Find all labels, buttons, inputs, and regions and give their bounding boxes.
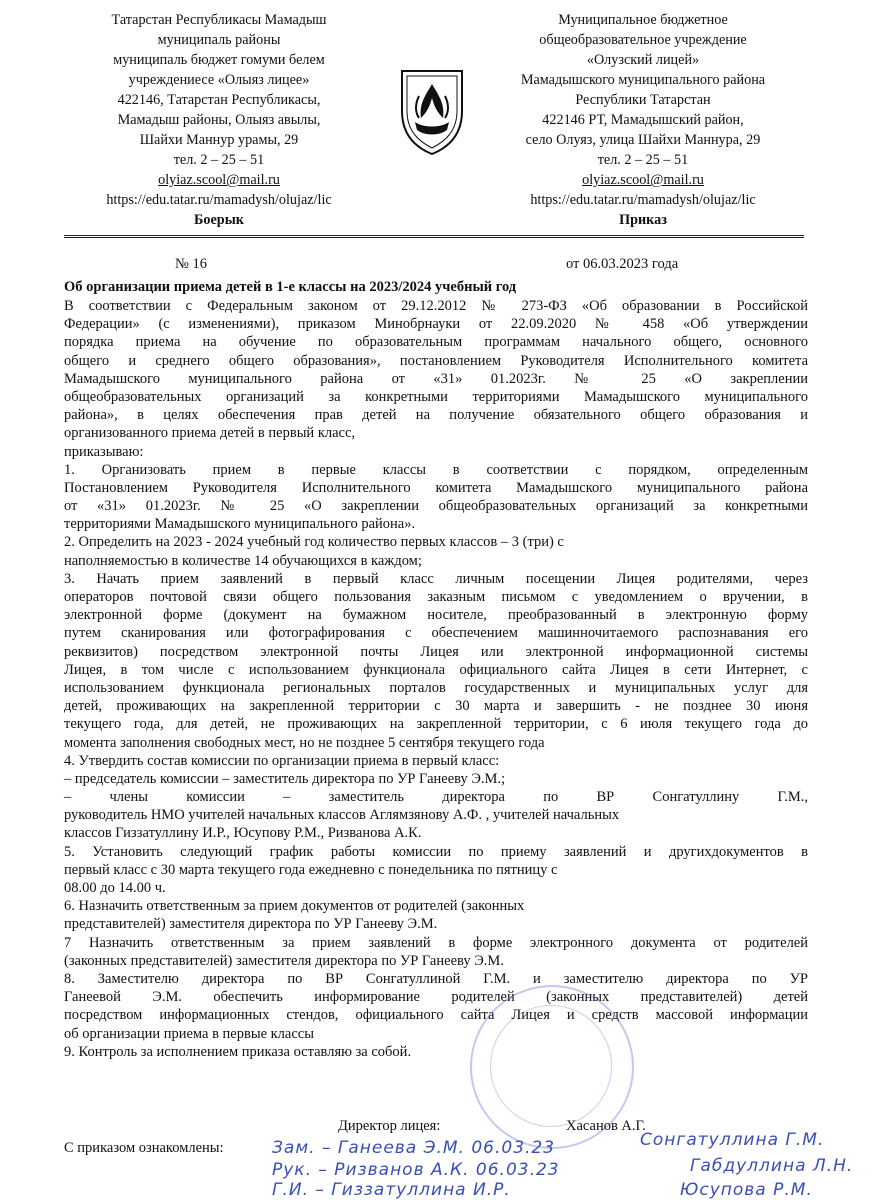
body-line: Мамадышского муниципального района от «31» 01.2023г. № 25 «О закреплении	[64, 370, 808, 387]
header-left-line: Шайхи Маннур урамы, 29	[139, 132, 299, 148]
body-line: 6. Назначить ответственным за прием документов от родителей (законных	[64, 898, 525, 915]
body-line: (законных представителей) заместителя директора по УР Ганееву Э.М.	[64, 952, 504, 969]
body-line: порядка приема на обучение по образовательным программам начального общего, основного	[64, 334, 808, 351]
body-line: использованием функционала региональных порталов государственных и муниципальных услуг для	[64, 679, 808, 696]
body-line: первый класс с 30 марта текущего года ежедневно с понедельника по пятницу с	[64, 861, 558, 878]
handwritten-signature: Сонгатуллина Г.М.	[640, 1130, 825, 1150]
header-right-line: село Олуяз, улица Шайхи Маннура, 29	[525, 132, 761, 148]
body-line: операторов почтовой связи общего пользования заказным письмом с уведомлением о вручении, в	[64, 589, 808, 605]
header-right	[478, 10, 808, 230]
header-left-line: тел. 2 – 25 – 51	[173, 152, 265, 168]
body-line: Федерации» (с изменениями), приказом Минобрнауки от 22.09.2020 № 458 «Об утверждении	[64, 316, 808, 333]
right-doc-type: Приказ	[619, 212, 667, 228]
header-left-line: муниципаль бюджет гомуми белем	[113, 52, 325, 68]
body-line: посредством информационных стендов, официального сайта Лицея и средств массовой информации	[64, 1007, 808, 1024]
coat-of-arms-icon	[397, 66, 467, 156]
body-line: 3. Начать прием заявлений в первый класс личным посещении Лицея родителями, через	[64, 570, 808, 587]
left-email[interactable]: olyiaz.scool@mail.ru	[158, 172, 280, 188]
body-line: территориями Мамадышского муниципального района».	[64, 516, 416, 533]
header-right-line: Мамадышского муниципального района	[520, 72, 766, 88]
handwritten-signature: Г.И. – Гиззатуллина И.Р.	[272, 1180, 511, 1200]
header-left-line: 422146, Татарстан Республикасы,	[117, 92, 321, 108]
header-left-line: Татарстан Республикасы Мамадыш	[111, 12, 327, 28]
body-line: приказываю:	[64, 443, 144, 460]
document-body	[64, 297, 808, 1061]
body-line: текущего года, для детей, не проживающих на закрепленной территории, с 6 июля текущего года до	[64, 716, 808, 733]
acknowledged-label: С приказом ознакомлены:	[64, 1140, 224, 1156]
header-left-line: учреждениесе «Олыяз лицее»	[128, 72, 310, 88]
body-line: – члены комиссии – заместитель директора по ВР Сонгатуллину Г.М.,	[64, 789, 808, 806]
order-number: № 16	[175, 256, 207, 272]
header-right-line: тел. 2 – 25 – 51	[597, 152, 689, 168]
body-line: момента заполнения свободных мест, но не позднее 5 сентября текущего года	[64, 734, 545, 751]
body-line: детей, проживающих на закрепленной территории с 30 марта и завершить - не позднее 30 июня	[64, 698, 808, 715]
body-line: наполняемостью в количестве 14 обучающихся в каждом;	[64, 552, 422, 569]
body-line: общего и среднего общего образования», постановлением Руководителя Исполнительного комитета	[64, 352, 808, 369]
body-line: руководитель НМО учителей начальных классов Аглямзянову А.Ф. , учителей начальных	[64, 807, 620, 824]
body-line: общеобразовательных организаций за конкретными территориями Мамадышского муниципального	[64, 388, 808, 405]
handwritten-signature: Юсупова Р.М.	[680, 1180, 813, 1200]
right-email[interactable]: olyiaz.scool@mail.ru	[582, 172, 704, 188]
body-line: 2. Определить на 2023 - 2024 учебный год количество первых классов – 3 (три) с	[64, 534, 564, 551]
header-right-line: «Олузский лицей»	[586, 52, 700, 68]
body-line: – председатель комиссии – заместитель директора по УР Ганееву Э.М.;	[64, 770, 506, 787]
body-line: 4. Утвердить состав комиссии по организации приема в первый класс:	[64, 752, 500, 769]
body-line: 7 Назначить ответственным за прием заявлений в форме электронного документа от родителей	[64, 934, 808, 951]
body-line: организованного приема детей в первый класс,	[64, 425, 356, 442]
body-line: 5. Установить следующий график работы комиссии по приему заявлений и другихдокументов в	[64, 843, 808, 860]
handwritten-signature: Габдуллина Л.Н.	[690, 1156, 854, 1176]
handwritten-signature: Рук. – Ризванов А.К. 06.03.23	[272, 1160, 560, 1180]
body-line: района», в целях обеспечения прав детей на получение обязательного общего образования и	[64, 407, 808, 424]
body-line: классов Гиззатуллину И.Р., Юсупову Р.М., Ризванова А.К.	[64, 825, 422, 842]
body-line: 8. Заместителю директора по ВР Сонгатуллиной Г.М. и заместителю директора по УР	[64, 970, 808, 987]
right-url[interactable]: https://edu.tatar.ru/mamadysh/olujaz/lic	[530, 192, 756, 208]
body-line: путем сканирования или фотографирования с обеспечением машинночитаемого распознавания его	[64, 625, 808, 642]
director-name: Хасанов А.Г.	[566, 1118, 646, 1134]
left-url[interactable]: https://edu.tatar.ru/mamadysh/olujaz/lic	[106, 192, 332, 208]
body-line: электронной форме (документ на бумажном носителе, преобразованный в электронную форму	[64, 607, 808, 624]
body-line: 9. Контроль за исполнением приказа оставляю за собой.	[64, 1043, 412, 1060]
body-line: реквизитов) посредством электронной почты Лицея или электронной информационной системы	[64, 643, 808, 660]
director-position: Директор лицея:	[338, 1118, 441, 1134]
header-divider-secondary	[64, 237, 804, 238]
handwritten-signature: Зам. – Ганеева Э.М. 06.03.23	[272, 1138, 556, 1158]
body-line: Постановлением Руководителя Исполнительного комитета Мамадышского муниципального района	[64, 479, 808, 496]
order-date: от 06.03.2023 года	[566, 256, 679, 272]
header-divider	[64, 235, 804, 236]
header-left-line: Мамадыш районы, Олыяз авылы,	[117, 112, 321, 128]
body-line: Ганеевой Э.М. обеспечить информирование родителей (законных представителей) детей	[64, 989, 808, 1006]
header-right-line: Муниципальное бюджетное	[558, 12, 728, 28]
left-doc-type: Боерык	[194, 212, 244, 228]
body-line: представителей) заместителя директора по УР Ганееву Э.М.	[64, 916, 438, 933]
body-line: от «31» 01.2023г. № 25 «О закреплении общеобразовательных организаций за конкретными	[64, 498, 808, 515]
header-right-line: 422146 РТ, Мамадышский район,	[542, 112, 744, 128]
body-line: об организации приема в первые классы	[64, 1025, 314, 1042]
document-title: Об организации приема детей в 1-е классы на 2023/2024 учебный год	[64, 279, 517, 295]
body-line: Лицея, в том числе с использованием функционала официального сайта Лицея в сети Интернет, с	[64, 661, 808, 678]
header-right-line: Республики Татарстан	[575, 92, 711, 108]
body-line: В соответствии с Федеральным законом от 29.12.2012 № 273-ФЗ «Об образовании в Российской	[64, 298, 808, 314]
header-right-line: общеобразовательное учреждение	[539, 32, 747, 48]
header-left	[64, 10, 374, 230]
body-line: 1. Организовать прием в первые классы в соответствии с порядком, определенным	[64, 461, 808, 478]
header-left-line: муниципаль районы	[157, 32, 281, 48]
body-line: 08.00 до 14.00 ч.	[64, 880, 166, 896]
